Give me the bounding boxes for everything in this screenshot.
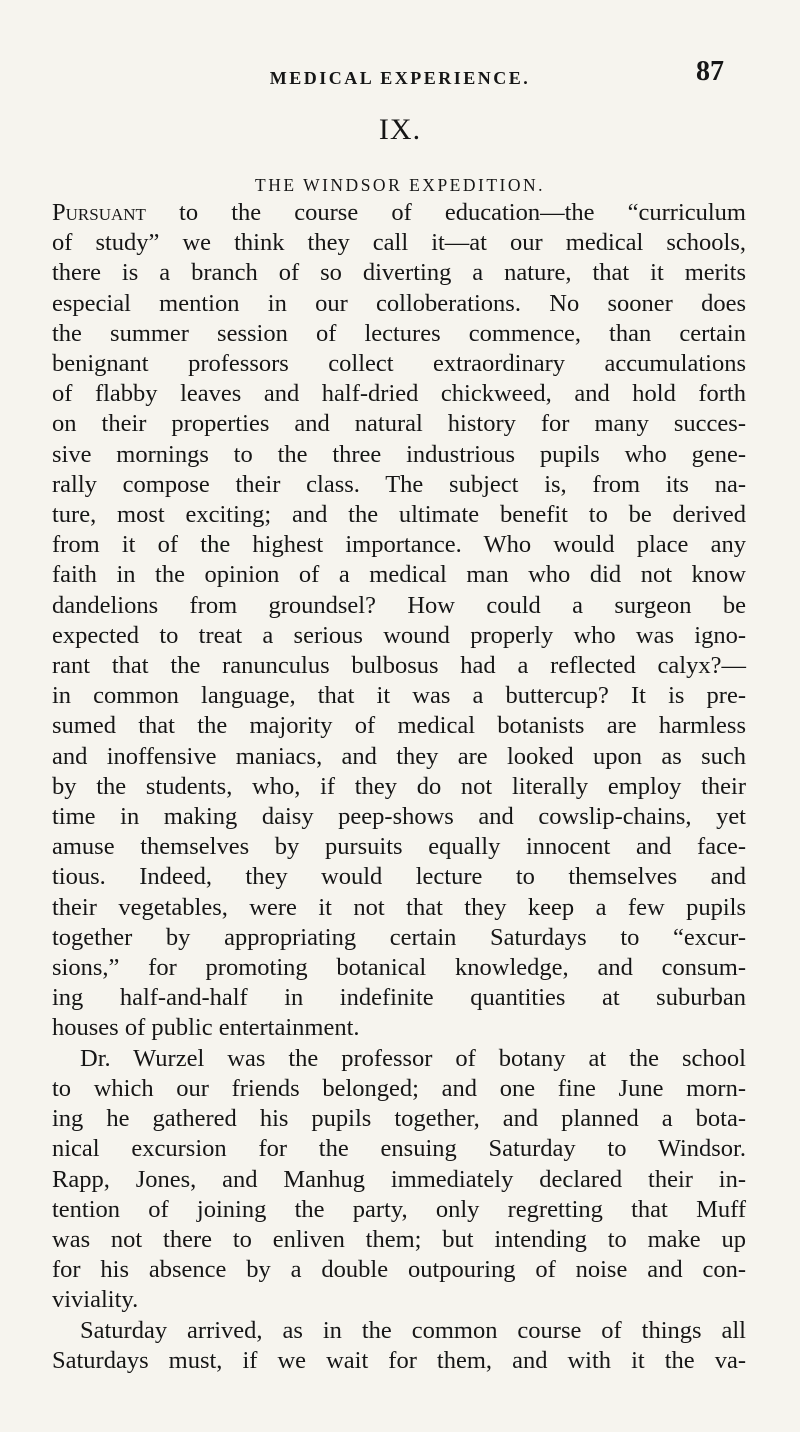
text-line: sions,” for promoting botanical knowledge, and consum- [52,954,746,982]
text-line: Pursuant to the course of education—the “curriculum [52,199,746,226]
text-line: faith in the opinion of a medical man who did not know [52,561,746,589]
text-line: was not there to enliven them; but intending to make up [52,1225,746,1253]
text-line: nical excursion for the ensuing Saturday to Windsor. [52,1135,746,1163]
text-line: viviality. [52,1286,139,1314]
text-line: benignant professors collect extraordinary accumulations [52,350,746,378]
text-line: from it of the highest importance. Who would place any [52,531,746,559]
text-line: tention of joining the party, only regretting that Muff [52,1195,746,1223]
text-line: dandelions from groundsel? How could a surgeon be [52,591,746,619]
text-line: in common language, that it was a buttercup? It is pre- [52,682,746,710]
text-line: to which our friends belonged; and one fine June morn- [52,1074,746,1102]
page-number: 87 [696,56,724,87]
text-line: ture, most exciting; and the ultimate benefit to be derived [52,501,746,529]
text-line: Rapp, Jones, and Manhug immediately declared their in- [52,1165,746,1193]
text-line: ing he gathered his pupils together, and planned a bota- [52,1105,746,1133]
text-line: amuse themselves by pursuits equally innocent and face- [52,833,746,861]
text-line: by the students, who, if they do not literally employ their [52,772,746,800]
text-line: there is a branch of so diverting a nature, that it merits [52,259,746,287]
text-line: of study” we think they call it—at our medical schools, [52,229,746,257]
text-line: expected to treat a serious wound properly who was igno- [52,621,746,649]
drop-word: Pursuant [52,199,146,226]
body-text [52,198,746,1376]
text-line: houses of public entertainment. [52,1014,360,1042]
text-line: Saturdays must, if we wait for them, and with it the va- [52,1346,746,1374]
text-line: the summer session of lectures commence, than certain [52,319,746,347]
text-line: for his absence by a double outpouring of noise and con- [52,1256,746,1284]
text-line: rally compose their class. The subject is, from its na- [52,470,746,498]
text-line: on their properties and natural history for many succes- [52,410,746,438]
text-line: of flabby leaves and half-dried chickweed, and hold forth [52,380,746,408]
text-line: Saturday arrived, as in the common course of things all [80,1316,746,1344]
text-line: Dr. Wurzel was the professor of botany at the school [80,1044,746,1072]
text-line: and inoffensive maniacs, and they are looked upon as such [52,742,746,770]
text-line: especial mention in our colloberations. No sooner does [52,289,746,317]
text-line: together by appropriating certain Saturdays to “excur- [52,923,746,951]
text-line: time in making daisy peep-shows and cowslip-chains, yet [52,803,746,831]
text-line: sive mornings to the three industrious pupils who gene- [52,440,746,468]
text-line: ing half-and-half in indefinite quantities at suburban [52,984,746,1012]
chapter-number: IX. [378,113,422,146]
running-head: MEDICAL EXPERIENCE. [269,68,531,88]
chapter-title: THE WINDSOR EXPEDITION. [255,175,545,195]
text-line: sumed that the majority of medical botanists are harmless [52,712,746,740]
text-line: their vegetables, were it not that they keep a few pupils [52,893,746,921]
text-line: tious. Indeed, they would lecture to themselves and [52,863,746,891]
text-line: rant that the ranunculus bulbosus had a reflected calyx?— [52,652,746,680]
